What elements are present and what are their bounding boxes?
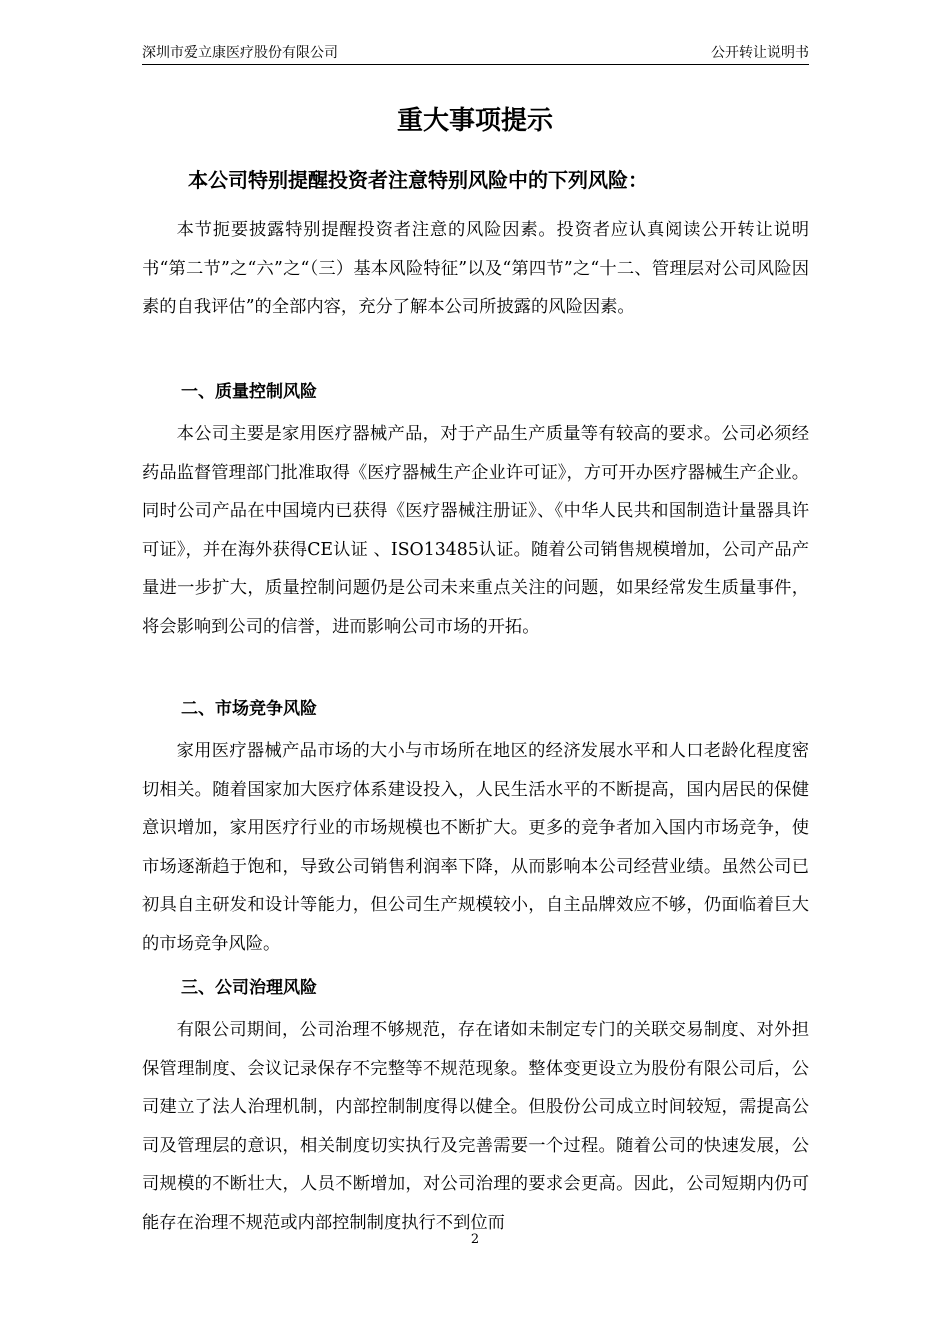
header-company: 深圳市爱立康医疗股份有限公司 bbox=[142, 45, 338, 61]
section-heading-quality: 一、质量控制风险 bbox=[181, 382, 317, 402]
page-subtitle: 本公司特别提醒投资者注意特别风险中的下列风险： bbox=[188, 168, 648, 192]
intro-paragraph: 本节扼要披露特别提醒投资者注意的风险因素。投资者应认真阅读公开转让说明书“第二节”之“六”之“（三）基本风险特征”以及“第四节”之“十二、管理层对公司风险因素的自我评估”的全部内容，充分了解本公司所披露的风险因素。 bbox=[142, 220, 809, 317]
page-number: 2 bbox=[470, 1232, 480, 1247]
page-header bbox=[142, 42, 809, 65]
section-body-governance: 有限公司期间，公司治理不够规范，存在诸如未制定专门的关联交易制度、对外担保管理制度、会议记录保存不完整等不规范现象。整体变更设立为股份有限公司后，公司建立了法人治理机制，内部控制制度得以健全。但股份公司成立时间较短，需提高公司及管理层的意识，相关制度切实执行及完善需要一个过程。随着公司的快速发展，公司规模的不断壮大，人员不断增加，对公司治理的要求会更高。因此，公司短期内仍可能存在治理不规范或内部控制制度执行不到位而 bbox=[142, 1020, 809, 1233]
header-doc-type: 公开转让说明书 bbox=[711, 45, 809, 61]
page-title: 重大事项提示 bbox=[396, 106, 553, 136]
section-body-quality: 本公司主要是家用医疗器械产品，对于产品生产质量等有较高的要求。公司必须经药品监督管理部门批准取得《医疗器械生产企业许可证》，方可开办医疗器械生产企业。同时公司产品在中国境内已获得《医疗器械注册证》、《中华人民共和国制造计量器具许可证》，并在海外获得CE认证 、ISO13485认证。随着公司销售规模增加，公司产品产量进一步扩大，质量控制问题仍是公司未来重点关注的问题，如果经常发生质量事件，将会影响到公司的信誉，进而影响公司市场的开拓。 bbox=[142, 424, 809, 637]
section-heading-governance: 三、公司治理风险 bbox=[181, 978, 317, 998]
section-heading-competition: 二、市场竞争风险 bbox=[181, 699, 317, 719]
section-body-competition: 家用医疗器械产品市场的大小与市场所在地区的经济发展水平和人口老龄化程度密切相关。随着国家加大医疗体系建设投入，人民生活水平的不断提高，国内居民的保健意识增加，家用医疗行业的市场规模也不断扩大。更多的竞争者加入国内市场竞争，使市场逐渐趋于饱和，导致公司销售利润率下降，从而影响本公司经营业绩。虽然公司已初具自主研发和设计等能力，但公司生产规模较小，自主品牌效应不够，仍面临着巨大的市场竞争风险。 bbox=[142, 741, 809, 954]
